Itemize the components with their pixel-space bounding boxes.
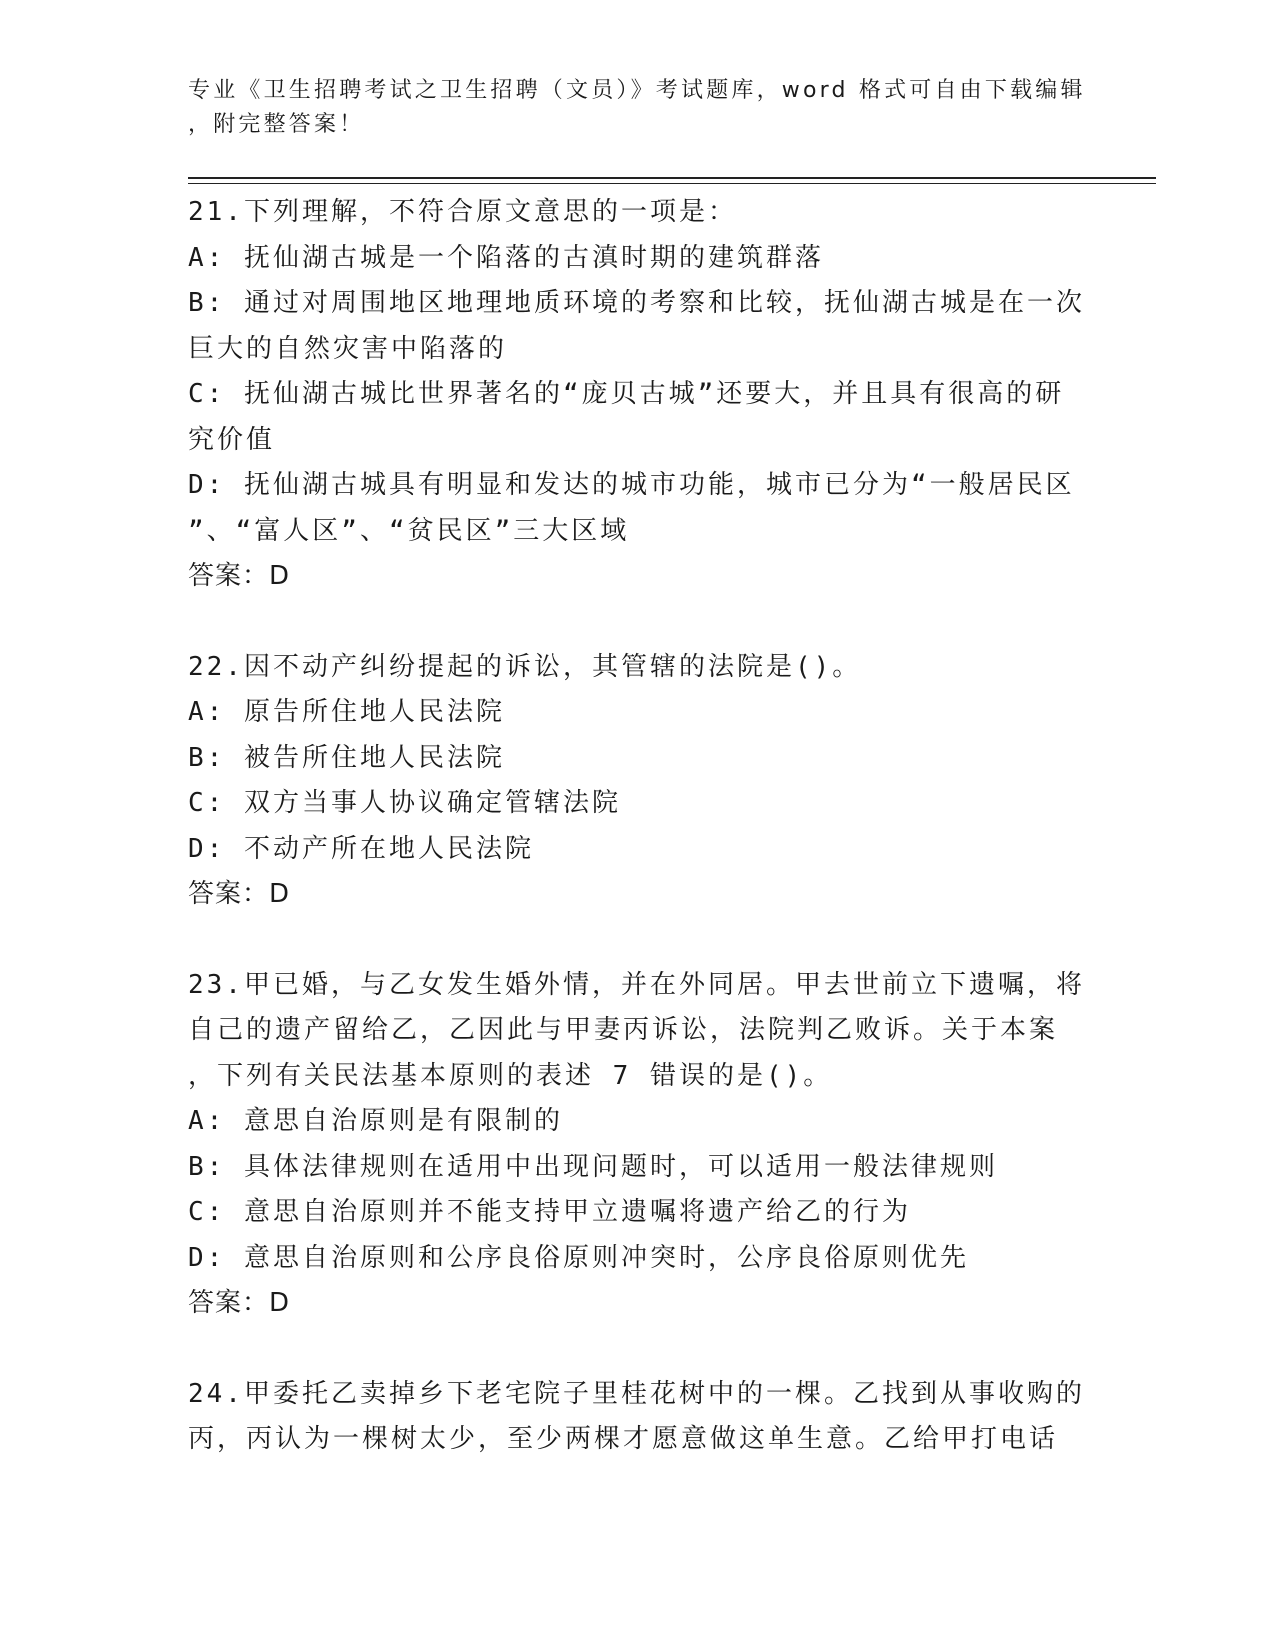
question-stem: 22.因不动产纠纷提起的诉讼，其管辖的法院是()。 — [188, 651, 862, 682]
question-spacer — [188, 1327, 1088, 1372]
question-21 — [188, 190, 1088, 600]
option-d: D: 意思自治原则和公序良俗原则冲突时，公序良俗原则优先 — [188, 1242, 969, 1273]
option-c: C: 意思自治原则并不能支持甲立遗嘱将遗产给乙的行为 — [188, 1197, 911, 1227]
option-a: A: 原告所住地人民法院 — [188, 697, 505, 727]
option-b: B: 通过对周围地区地理地质环境的考察和比较，抚仙湖古城是在一次 — [188, 288, 1085, 318]
answer-line: 答案：D — [188, 1288, 291, 1318]
answer-line: 答案：D — [188, 879, 291, 909]
question-stem: 23.甲已婚，与乙女发生婚外情，并在外同居。甲去世前立下遗嘱，将 — [188, 969, 1085, 1000]
question-stem: 21.下列理解，不符合原文意思的一项是： — [188, 197, 737, 227]
header-line-1: 专业《卫生招聘考试之卫生招聘（文员）》考试题库，word 格式可自由下载编辑 — [188, 78, 1086, 103]
question-24 — [188, 1372, 1088, 1463]
answer-line: 答案：D — [188, 561, 291, 591]
option-c-continued: 究价值 — [188, 424, 276, 455]
header-rule-thick — [188, 177, 1156, 179]
question-stem: 24.甲委托乙卖掉乡下老宅院子里桂花树中的一棵。乙找到从事收购的 — [188, 1378, 1085, 1409]
option-d: D: 抚仙湖古城具有明显和发达的城市功能，城市已分为“一般居民区 — [188, 470, 1075, 500]
option-c: C: 双方当事人协议确定管辖法院 — [188, 788, 621, 818]
question-stem-continued: ，下列有关民法基本原则的表述 7 错误的是()。 — [188, 1060, 833, 1091]
option-a: A: 意思自治原则是有限制的 — [188, 1106, 563, 1136]
question-23 — [188, 963, 1088, 1327]
option-a: A: 抚仙湖古城是一个陷落的古滇时期的建筑群落 — [188, 242, 824, 273]
option-b-continued: 巨大的自然灾害中陷落的 — [188, 333, 508, 364]
question-spacer — [188, 918, 1088, 963]
header-line-2: ，附完整答案！ — [188, 112, 365, 137]
question-spacer — [188, 600, 1088, 645]
header-rule-thin — [188, 183, 1156, 184]
question-list — [188, 190, 1088, 1463]
question-22 — [188, 645, 1088, 918]
option-b: B: 被告所住地人民法院 — [188, 742, 505, 773]
option-b: B: 具体法律规则在适用中出现问题时，可以适用一般法律规则 — [188, 1151, 998, 1182]
document-header — [188, 74, 1088, 142]
question-stem-continued: 自己的遗产留给乙，乙因此与甲妻丙诉讼，法院判乙败诉。关于本案 — [188, 1015, 1059, 1045]
option-d-continued: ”、“富人区”、“贫民区”三大区域 — [188, 515, 630, 546]
option-c: C: 抚仙湖古城比世界著名的“庞贝古城”还要大，并且具有很高的研 — [188, 379, 1065, 409]
option-d: D: 不动产所在地人民法院 — [188, 833, 534, 864]
question-stem-continued: 丙，丙认为一棵树太少，至少两棵才愿意做这单生意。乙给甲打电话 — [188, 1424, 1059, 1454]
